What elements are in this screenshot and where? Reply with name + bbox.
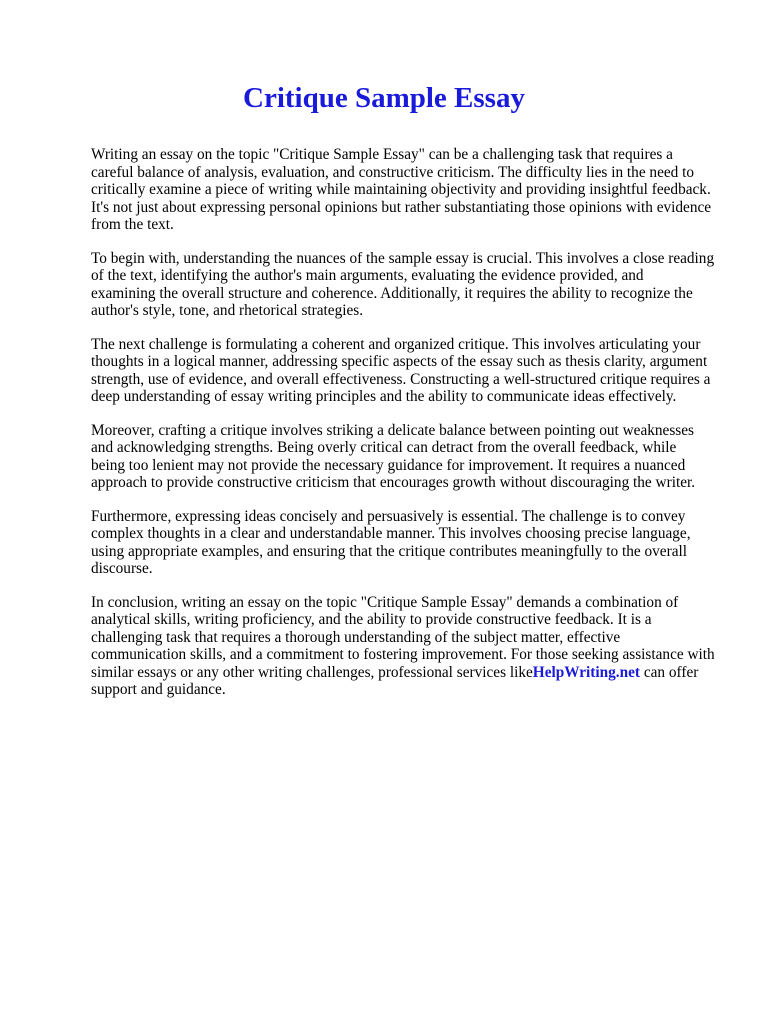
paragraph-intro (91, 146, 731, 234)
text-line: support and guidance. (91, 681, 226, 698)
text-line: deep understanding of essay writing principles and the ability to communicate ideas effectively. (91, 388, 677, 405)
text-line: complex thoughts in a clear and understandable manner. This involves choosing precise language, (91, 525, 691, 542)
text-line-with-link (91, 664, 731, 682)
text-line: using appropriate examples, and ensuring that the critique contributes meaningfully to the overall (91, 542, 687, 560)
text-line: of the text, identifying the author's main arguments, evaluating the evidence provided, and (91, 267, 644, 284)
paragraph-expressing (91, 508, 731, 578)
text-line: It's not just about expressing personal opinions but rather substantiating those opinions with evidence (91, 198, 712, 216)
text-line: author's style, tone, and rhetorical strategies. (91, 302, 364, 319)
text-line: Furthermore, expressing ideas concisely and persuasively is essential. The challenge is to convey (91, 507, 686, 525)
link-line-suffix: can offer (640, 663, 699, 681)
text-line: thoughts in a logical manner, addressing specific aspects of the essay such as thesis clarity, argument (91, 353, 708, 370)
helpwriting-link[interactable]: HelpWriting.net (532, 663, 641, 681)
page-title: Critique Sample Essay (243, 82, 525, 114)
text-line: In conclusion, writing an essay on the topic "Critique Sample Essay" demands a combination of (91, 593, 679, 611)
text-line: approach to provide constructive criticism that encourages growth without discouraging the writer. (91, 474, 696, 491)
link-line-prefix: similar essays or any other writing challenges, professional services like (91, 663, 533, 681)
paragraph-formulating (91, 336, 731, 406)
text-line: strength, use of evidence, and overall effectiveness. Constructing a well-structured critique requires a (91, 370, 711, 388)
text-line: from the text. (91, 216, 174, 233)
text-line: examining the overall structure and coherence. Additionally, it requires the ability to recognize the (91, 284, 693, 302)
text-line: and acknowledging strengths. Being overly critical can detract from the overall feedback, while (91, 439, 677, 456)
text-line: challenging task that requires a thorough understanding of the subject matter, effective (91, 628, 621, 646)
paragraph-balance (91, 422, 731, 492)
text-line: analytical skills, writing proficiency, and the ability to provide constructive feedback. It is a (91, 611, 652, 628)
text-line: Writing an essay on the topic "Critique Sample Essay" can be a challenging task that requires a (91, 146, 673, 163)
text-line: Moreover, crafting a critique involves striking a delicate balance between pointing out weaknesses (91, 421, 694, 439)
text-line: communication skills, and a commitment to fostering improvement. For those seeking assistance with (91, 646, 715, 663)
text-line: The next challenge is formulating a coherent and organized critique. This involves articulating your (91, 335, 701, 353)
essay-body (91, 146, 731, 715)
text-line: critically examine a piece of writing while maintaining objectivity and providing insightful feedback. (91, 181, 711, 198)
text-line: being too lenient may not provide the necessary guidance for improvement. It requires a nuanced (91, 456, 686, 474)
text-line: careful balance of analysis, evaluation, and constructive criticism. The difficulty lies in the need to (91, 163, 695, 181)
paragraph-understanding (91, 250, 731, 320)
text-line: discourse. (91, 560, 153, 577)
paragraph-conclusion (91, 594, 731, 699)
text-line: To begin with, understanding the nuances of the sample essay is crucial. This involves a close reading (91, 249, 715, 267)
